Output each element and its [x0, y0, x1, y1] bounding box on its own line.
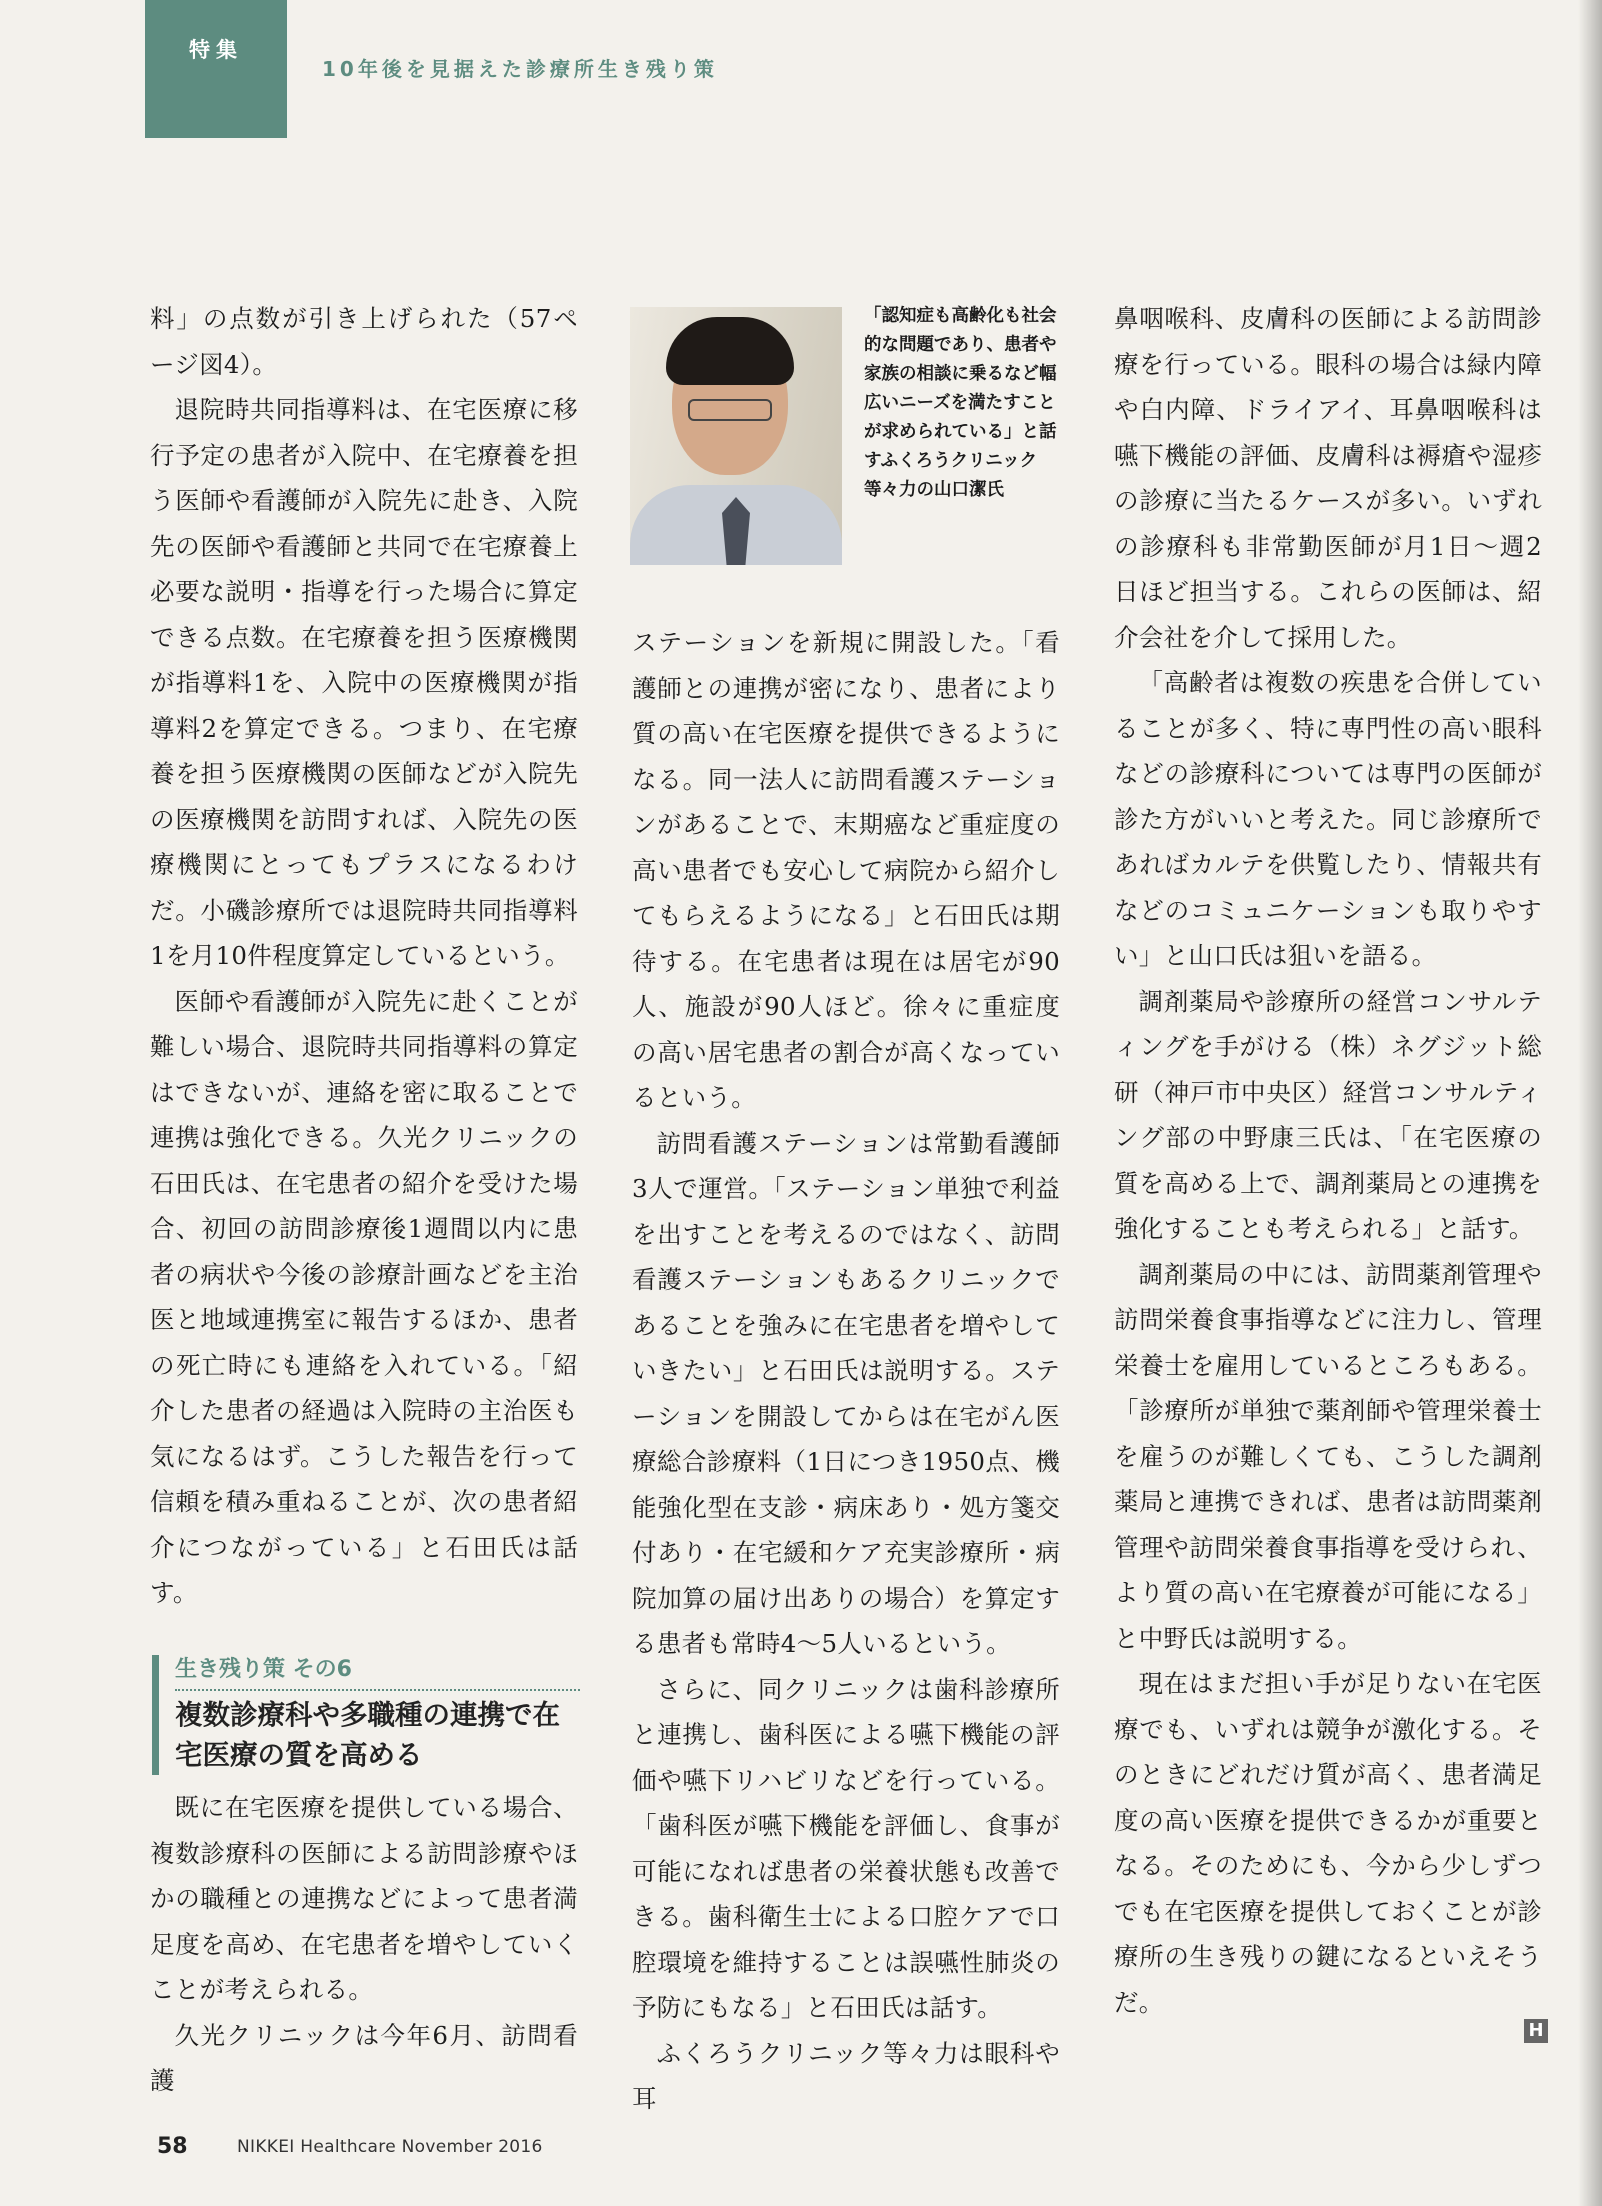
section-tag: 特集: [145, 0, 287, 138]
end-mark-icon: H: [1524, 2019, 1548, 2043]
paragraph: 医師や看護師が入院先に赴くことが難しい場合、退院時共同指導料の算定はできないが、連絡を密に取ることで連携は強化できる。久光クリニックの石田氏は、在宅患者の紹介を受けた場合、初回の訪問診療後1週間以内に患者の病状や今後の診療計画などを主治医と地域連携室に報告するほか、患者の死亡時にも連絡を入れている。「紹介した患者の経過は入院時の主治医も気になるはず。こうした報告を行って信頼を積み重ねることが、次の患者紹介につながっている」と石田氏は話す。: [150, 986, 578, 1607]
paragraph: ふくろうクリニック等々力は眼科や耳: [632, 2038, 1060, 2113]
column-1: [150, 296, 578, 1616]
column-2: [632, 620, 1060, 2122]
photo-caption: 「認知症も高齢化も社会的な問題であり、患者や家族の相談に乗るなど幅広いニーズを満たすことが求められている」と話すふくろうクリニック等々力の山口潔氏: [864, 306, 1057, 500]
portrait-photo: [630, 307, 842, 565]
running-head: 10年後を見据えた診療所生き残り策: [322, 57, 718, 81]
paragraph: 訪問看護ステーションは常勤看護師3人で運営。「ステーション単独で利益を出すことを考えるのではなく、訪問看護ステーションもあるクリニックであることを強みに在宅患者を増やしていきたい」と石田氏は説明する。ステーションを開設してからは在宅がん医療総合診療料（1日につき1950点、機能強化型在支診・病床あり・処方箋交付あり・在宅緩和ケア充実診療所・病院加算の届け出ありの場合）を算定する患者も常時4～5人いるという。: [632, 1128, 1060, 1658]
paragraph: 調剤薬局の中には、訪問薬剤管理や訪問栄養食事指導などに注力し、管理栄養士を雇用しているところもある。「診療所が単独で薬剤師や管理栄養士を雇うのが難しくても、こうした調剤薬局と連携できれば、患者は訪問薬剤管理や訪問栄養食事指導を受けられ、より質の高い在宅療養が可能になる」と中野氏は説明する。: [1114, 1259, 1542, 1653]
paragraph: 調剤薬局や診療所の経営コンサルティングを手がける（株）ネグジット総研（神戸市中央区）経営コンサルティング部の中野康三氏は、「在宅医療の質を高める上で、調剤薬局との連携を強化することも考えられる」と話す。: [1114, 986, 1542, 1243]
column-3: [1114, 296, 1542, 2025]
paragraph: ステーションを新規に開設した。「看護師との連携が密になり、患者により質の高い在宅医療を提供できるようになる。同一法人に訪問看護ステーションがあることで、末期癌など重症度の高い患者でも安心して病院から紹介してもらえるようになる」と石田氏は期待する。在宅患者は現在は居宅が90人、施設が90人ほど。徐々に重症度の高い居宅患者の割合が高くなっているという。: [632, 628, 1060, 1112]
paragraph: 「高齢者は複数の疾患を合併していることが多く、特に専門性の高い眼科などの診療科については専門の医師が診た方がいいと考えた。同じ診療所であればカルテを供覧したり、情報共有などのコミュニケーションも取りやすい」と山口氏は狙いを語る。: [1114, 668, 1542, 970]
magazine-name: NIKKEI Healthcare November 2016: [237, 2137, 543, 2157]
subhead-kicker: 生き残り策 その6: [175, 1655, 580, 1691]
paragraph: さらに、同クリニックは歯科診療所と連携し、歯科医による嚥下機能の評価や嚥下リハビリなどを行っている。「歯科医が嚥下機能を評価し、食事が可能になれば患者の栄養状態も改善できる。歯科衛生士による口腔ケアで口腔環境を維持することは誤嚥性肺炎の予防にもなる」と石田氏は話す。: [632, 1674, 1060, 2022]
subhead-title: 複数診療科や多職種の連携で在宅医療の質を高める: [175, 1699, 560, 1771]
page-number: 58: [157, 2134, 188, 2159]
paragraph: 料」の点数が引き上げられた（57ページ図4）。: [150, 304, 578, 379]
paragraph: 久光クリニックは今年6月、訪問看護: [150, 2020, 578, 2095]
column-1-lower: [150, 1785, 578, 2104]
paragraph: 退院時共同指導料は、在宅医療に移行予定の患者が入院中、在宅療養を担う医師や看護師が入院先に赴き、入院先の医師や看護師と共同で在宅療養上必要な説明・指導を行った場合に算定できる点数。在宅療養を担う医療機関が指導料1を、入院中の医療機関が指導料2を算定できる。つまり、在宅療養を担う医療機関の医師などが入院先の医療機関を訪問すれば、入院先の医療機関にとってもプラスになるわけだ。小磯診療所では退院時共同指導料1を月10件程度算定しているという。: [150, 395, 578, 970]
page-edge-shadow: [1578, 0, 1602, 2206]
section-subhead: [152, 1655, 580, 1775]
paragraph: 現在はまだ担い手が足りない在宅医療でも、いずれは競争が激化する。そのときにどれだけ質が高く、患者満足度の高い医療を提供できるかが重要となる。そのためにも、今から少しずつでも在宅医療を提供しておくことが診療所の生き残りの鍵になるといえそうだ。: [1114, 1669, 1542, 2017]
paragraph: 既に在宅医療を提供している場合、複数診療科の医師による訪問診療やほかの職種との連携などによって患者満足度を高め、在宅患者を増やしていくことが考えられる。: [150, 1793, 578, 2004]
paragraph: 鼻咽喉科、皮膚科の医師による訪問診療を行っている。眼科の場合は緑内障や白内障、ドライアイ、耳鼻咽喉科は嚥下機能の評価、皮膚科は褥瘡や湿疹の診療に当たるケースが多い。いずれの診療科も非常勤医師が月1日～週2日ほど担当する。これらの医師は、紹介会社を介して採用した。: [1114, 304, 1542, 652]
